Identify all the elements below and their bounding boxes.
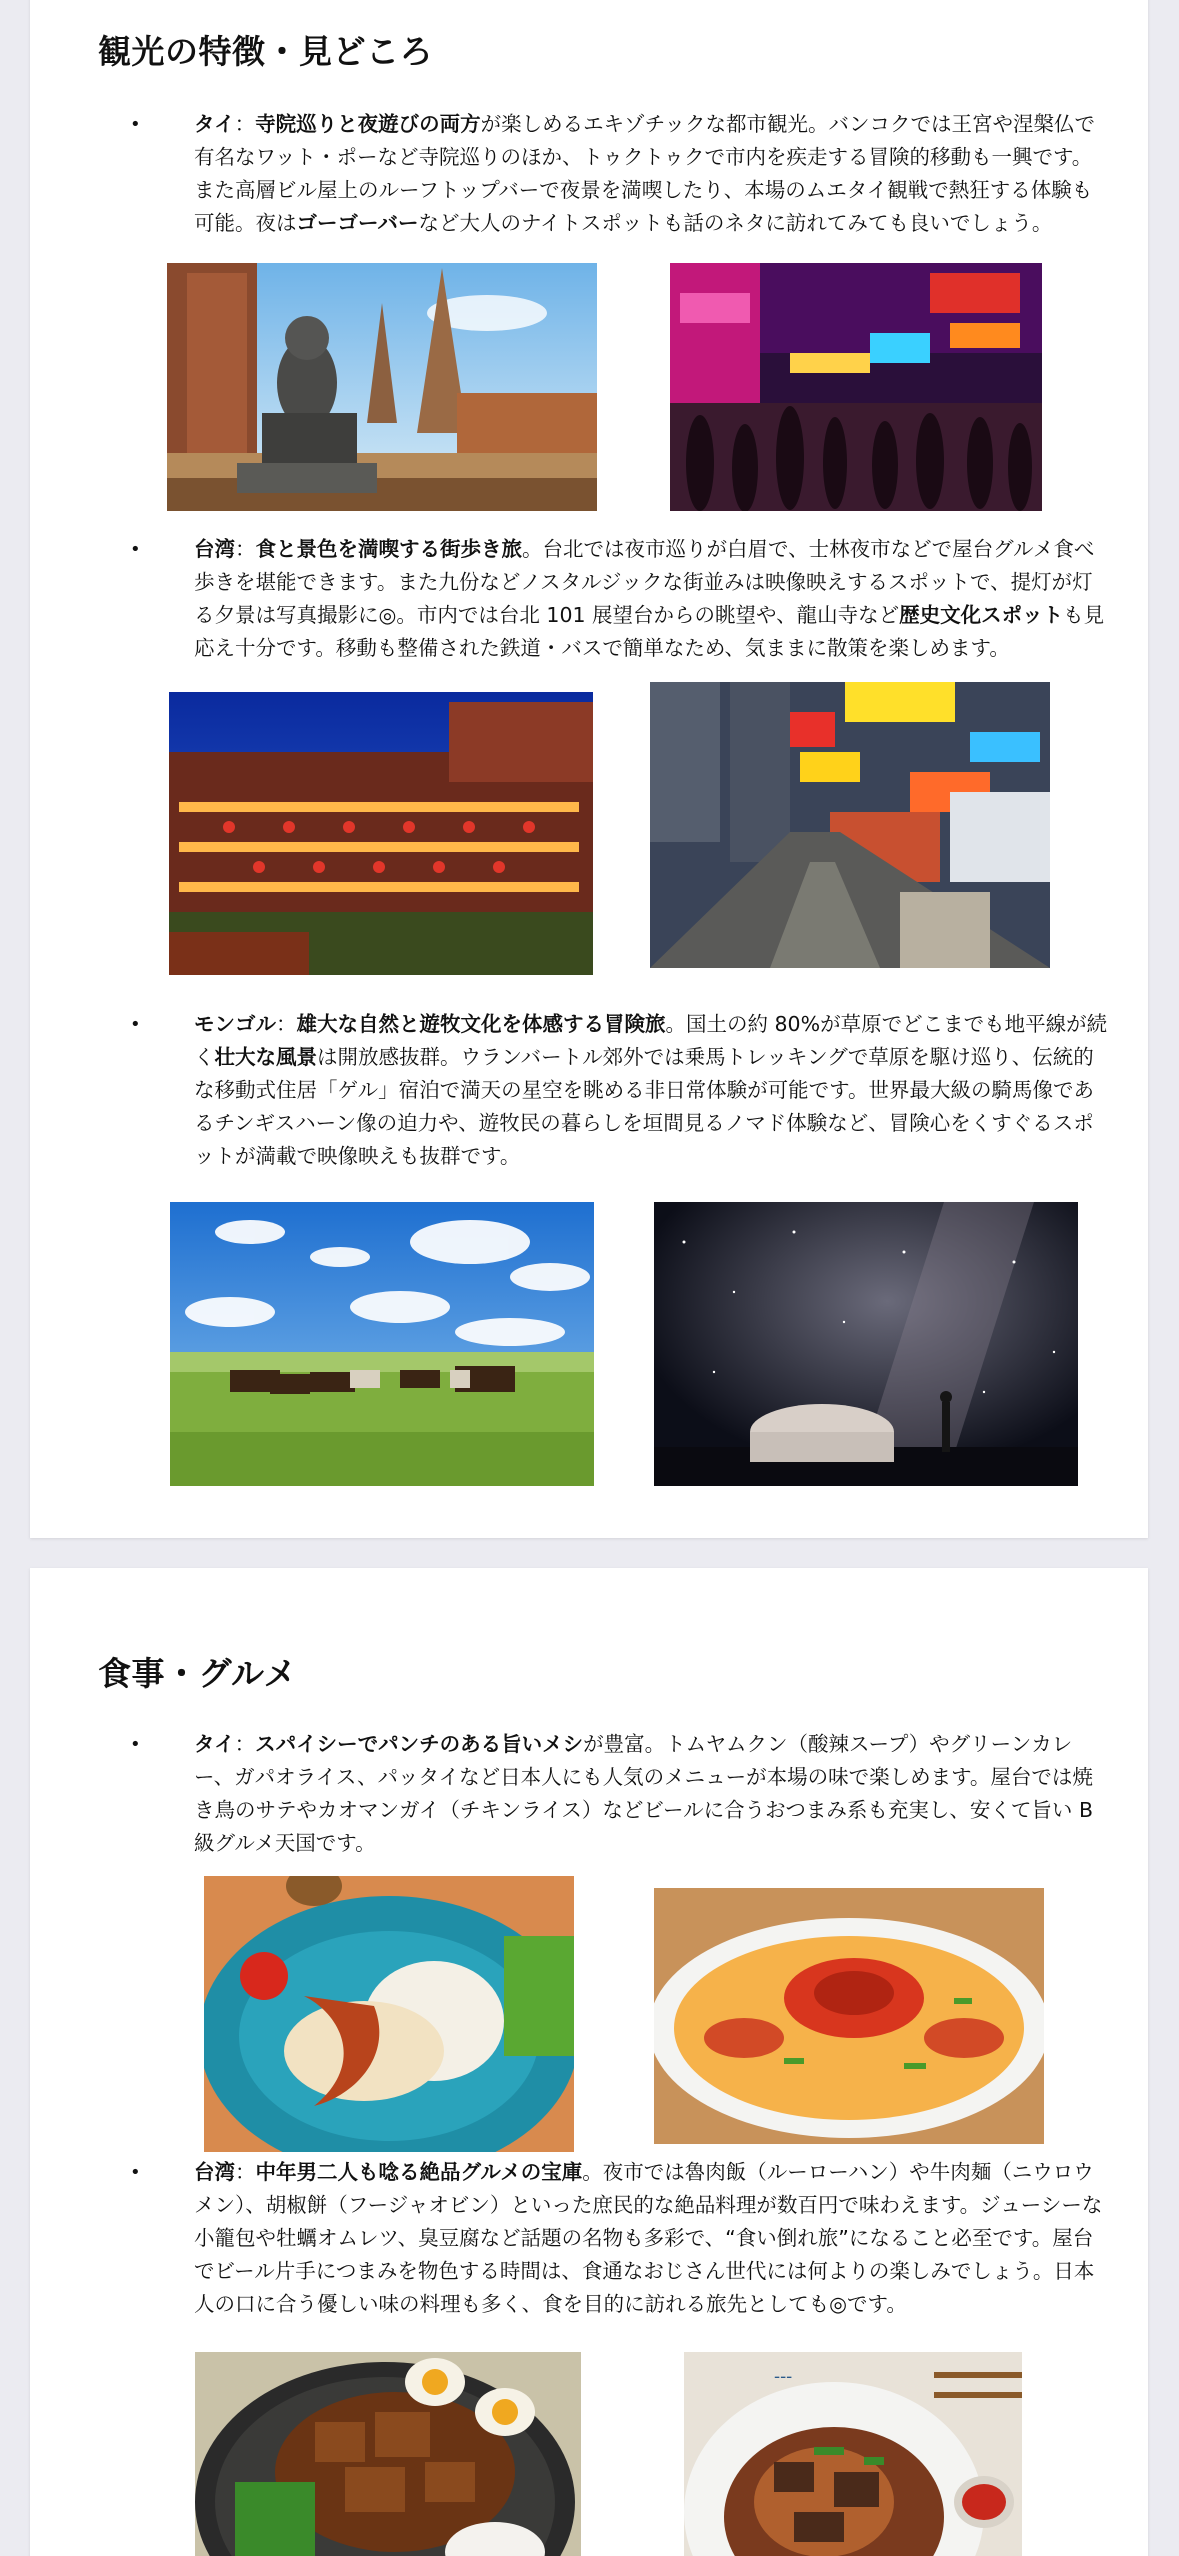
item-headline: 寺院巡りと夜遊びの両方: [255, 112, 481, 136]
item-body: 。台北では夜市巡りが白眉で、士林夜市などで屋台グルメ食べ歩きを堪能できます。また九份などノスタルジックな街並みは映像映えするスポットで、提灯が灯る夕景は写真撮影に◎。市内では台北 101 展望台からの眺望や、龍山寺など: [194, 537, 1095, 627]
list-item-thailand-sightseeing: • タイ：寺院巡りと夜遊びの両方が楽しめるエキゾチックな都市観光。バンコクでは王宮や涅槃仏で有名なワット・ポーなど寺院巡りのほか、トゥクトゥクで市内を疾走する冒険的移動も一興です。また高層ビル屋上のルーフトップバーで夜景を満喫したり、本場のムエタイ観戦で熱狂する体験も可能。夜はゴーゴーバーなど大人のナイトスポットも話のネタに訪れてみても良いでしょう。: [130, 108, 1112, 240]
bullet-dot-icon: •: [130, 539, 141, 560]
lu-rou-fan-photo: [195, 2352, 581, 2556]
item-label: 台湾: [194, 537, 235, 561]
list-item-mongolia-sightseeing: • モンゴル：雄大な自然と遊牧文化を体感する冒険旅。国土の約 80%が草原でどこまでも地平線が続く壮大な風景は開放感抜群。ウランバートル郊外では乗馬トレッキングで草原を駆け巡り、伝統的な移動式住居「ゲル」宿泊で満天の星空を眺める非日常体験が可能です。世界最大級の騎馬像であるチンギスハーン像の迫力や、遊牧民の暮らしを垣間見るノマド体験など、冒険心をくすぐるスポットが満載で映像映えも抜群です。: [130, 1008, 1112, 1173]
taiwan-night-market-photo: [650, 682, 1050, 968]
item-headline: 中年男二人も唸る絶品グルメの宝庫: [255, 2160, 583, 2184]
item-label: タイ: [194, 1732, 235, 1756]
item-body: が豊富。トムヤムクン（酸辣スープ）やグリーンカレー、ガパオライス、パッタイなど日本人にも人気のメニューが本場の味で楽しめます。屋台では焼き鳥のサテやカオマンガイ（チキンライス）などビールに合うおつまみ系も充実し、安くて旨い B 級グルメ天国です。: [194, 1732, 1094, 1855]
document-page-sightseeing: [30, 0, 1148, 1538]
item-body: が楽しめるエキゾチックな都市観光。バンコクでは王宮や涅槃仏で有名なワット・ポーなど寺院巡りのほか、トゥクトゥクで市内を疾走する冒険的移動も一興です。また高層ビル屋上のルーフトップバーで夜景を満喫したり、本場のムエタイ観戦で熱狂する体験も可能。夜は: [194, 112, 1095, 235]
list-item-thailand-food: • タイ：スパイシーでパンチのある旨いメシが豊富。トムヤムクン（酸辣スープ）やグリーンカレー、ガパオライス、パッタイなど日本人にも人気のメニューが本場の味で楽しめます。屋台では焼き鳥のサテやカオマンガイ（チキンライス）などビールに合うおつまみ系も充実し、安くて旨い B 級グルメ天国です。: [130, 1728, 1112, 1860]
mongolia-ger-starry-sky-photo: [654, 1202, 1078, 1486]
bullet-dot-icon: •: [130, 114, 141, 135]
item-body: 。夜市では魯肉飯（ルーローハン）や牛肉麺（ニウロウメン）、胡椒餅（フージャオビン）といった庶民的な絶品料理が数百円で味わえます。ジューシーな小籠包や牡蠣オムレツ、臭豆腐など話題の名物も多彩で、“食い倒れ旅”になること必至です。屋台でビール片手につまみを物色する時間は、食通なおじさん世代には何よりの楽しみでしょう。日本人の口に合う優しい味の料理も多く、食を目的に訪れる旅先としても◎です。: [194, 2160, 1103, 2316]
list-item-taiwan-sightseeing: • 台湾：食と景色を満喫する街歩き旅。台北では夜市巡りが白眉で、士林夜市などで屋台グルメ食べ歩きを堪能できます。また九份などノスタルジックな街並みは映像映えするスポットで、提灯が灯る夕景は写真撮影に◎。市内では台北 101 展望台からの眺望や、龍山寺など歴史文化スポットも見応え十分です。移動も整備された鉄道・バスで簡単なため、気ままに散策を楽しめます。: [130, 533, 1112, 665]
section-title-food: 食事・グルメ: [98, 1654, 298, 1693]
item-label: 台湾: [194, 2160, 235, 2184]
bullet-dot-icon: •: [130, 2162, 141, 2183]
section-title-sightseeing: 観光の特徴・見どころ: [98, 32, 433, 71]
item-label: モンゴル: [194, 1012, 276, 1036]
bullet-dot-icon: •: [130, 1734, 141, 1755]
item-label: タイ: [194, 112, 235, 136]
item-emphasis: ゴーゴーバー: [296, 211, 419, 235]
item-body: 。国土の約 80%が草原でどこまでも地平線が続く: [194, 1012, 1108, 1069]
jiufen-teahouse-photo: [169, 692, 593, 975]
beef-noodle-soup-photo: [684, 2352, 1022, 2556]
item-emphasis: 壮大な風景: [214, 1045, 317, 1069]
item-headline: 食と景色を満喫する街歩き旅: [255, 537, 522, 561]
item-body-end: など大人のナイトスポットも話のネタに訪れてみても良いでしょう。: [418, 211, 1053, 235]
mongolia-grassland-horses-photo: [170, 1202, 594, 1486]
khao-man-gai-photo: [204, 1876, 574, 2152]
item-headline: スパイシーでパンチのある旨いメシ: [255, 1732, 584, 1756]
ayutthaya-temple-photo: [167, 263, 597, 511]
bowl-decor-text-icon: ---: [774, 2366, 793, 2387]
bangkok-night-street-photo: [670, 263, 1042, 511]
item-emphasis: 歴史文化スポット: [899, 603, 1064, 627]
list-item-taiwan-food: • 台湾：中年男二人も唸る絶品グルメの宝庫。夜市では魯肉飯（ルーローハン）や牛肉麺（ニウロウメン）、胡椒餅（フージャオビン）といった庶民的な絶品料理が数百円で味わえます。ジューシーな小籠包や牡蠣オムレツ、臭豆腐など話題の名物も多彩で、“食い倒れ旅”になること必至です。屋台でビール片手につまみを物色する時間は、食通なおじさん世代には何よりの楽しみでしょう。日本人の口に合う優しい味の料理も多く、食を目的に訪れる旅先としても◎です。: [130, 2156, 1112, 2321]
document-page-food: [30, 1568, 1148, 2556]
curry-crab-photo: [654, 1888, 1044, 2144]
bullet-dot-icon: •: [130, 1014, 141, 1035]
item-body-end: も見応え十分です。移動も整備された鉄道・バスで簡単なため、気ままに散策を楽しめます。: [194, 603, 1105, 660]
item-headline: 雄大な自然と遊牧文化を体感する冒険旅: [296, 1012, 666, 1036]
item-body-end: は開放感抜群。ウランバートル郊外では乗馬トレッキングで草原を駆け巡り、伝統的な移動式住居「ゲル」宿泊で満天の星空を眺める非日常体験が可能です。世界最大級の騎馬像であるチンギスハーン像の迫力や、遊牧民の暮らしを垣間見るノマド体験など、冒険心をくすぐるスポットが満載で映像映えも抜群です。: [194, 1045, 1094, 1168]
